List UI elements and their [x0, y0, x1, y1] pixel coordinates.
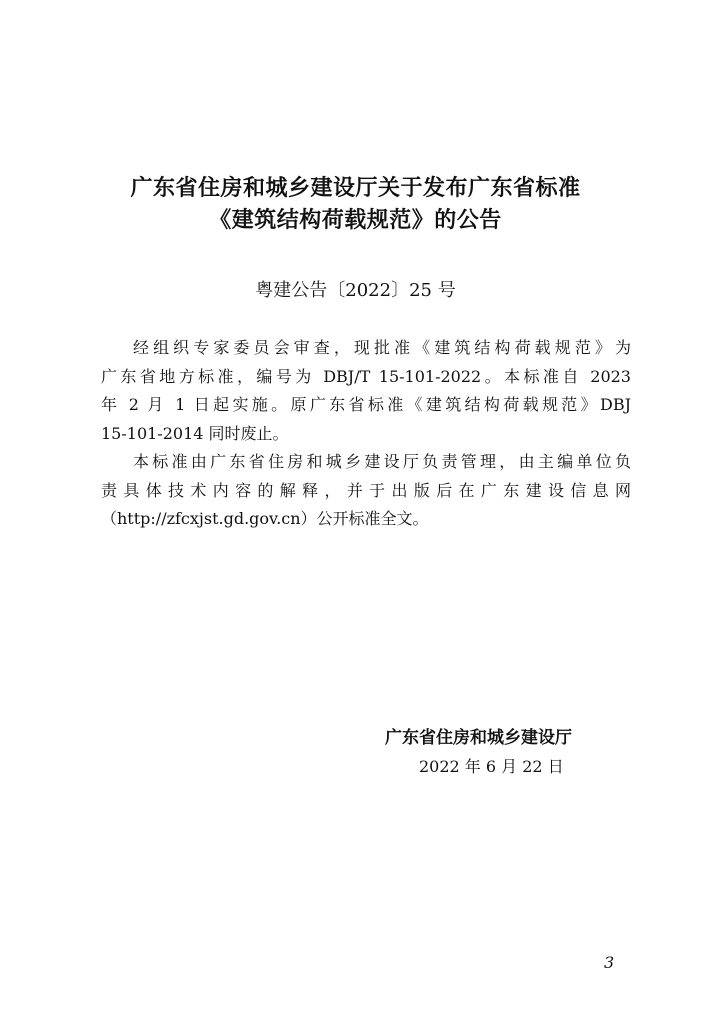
paragraph-2-line-1: 本标准由广东省住房和城乡建设厅负责管理，由主编单位负: [133, 452, 631, 471]
paragraph-1-line-2: 广东省地方标准，编号为 DBJ/T 15-101-2022。本标准自 2023: [101, 366, 631, 386]
announcement-paragraph-1: [101, 334, 631, 448]
paragraph-2-line-2: 责具体技术内容的解释，并于出版后在广东建设信息网: [101, 480, 631, 500]
signature-organization: 广东省住房和城乡建设厅: [385, 728, 572, 748]
paragraph-1-line-3: 年 2 月 1 日起实施。原广东省标准《建筑结构荷载规范》DBJ: [101, 395, 631, 414]
paragraph-2-line-3: （http://zfcxjst.gd.gov.cn）公开标准全文。: [101, 509, 429, 528]
page-number: 3: [604, 953, 615, 972]
announcement-paragraph-2: [101, 448, 631, 534]
document-number: 粤建公告〔2022〕25 号: [255, 280, 456, 301]
signature-date: 2022 年 6 月 22 日: [419, 757, 564, 776]
document-title-line-1: 广东省住房和城乡建设厅关于发布广东省标准: [130, 176, 581, 201]
document-title-line-2: 《建筑结构荷载规范》的公告: [209, 208, 502, 233]
paragraph-1-line-4: 15-101-2014 同时废止。: [101, 423, 289, 443]
paragraph-1-line-1: 经组织专家委员会审查，现批准《建筑结构荷载规范》为: [133, 338, 631, 357]
